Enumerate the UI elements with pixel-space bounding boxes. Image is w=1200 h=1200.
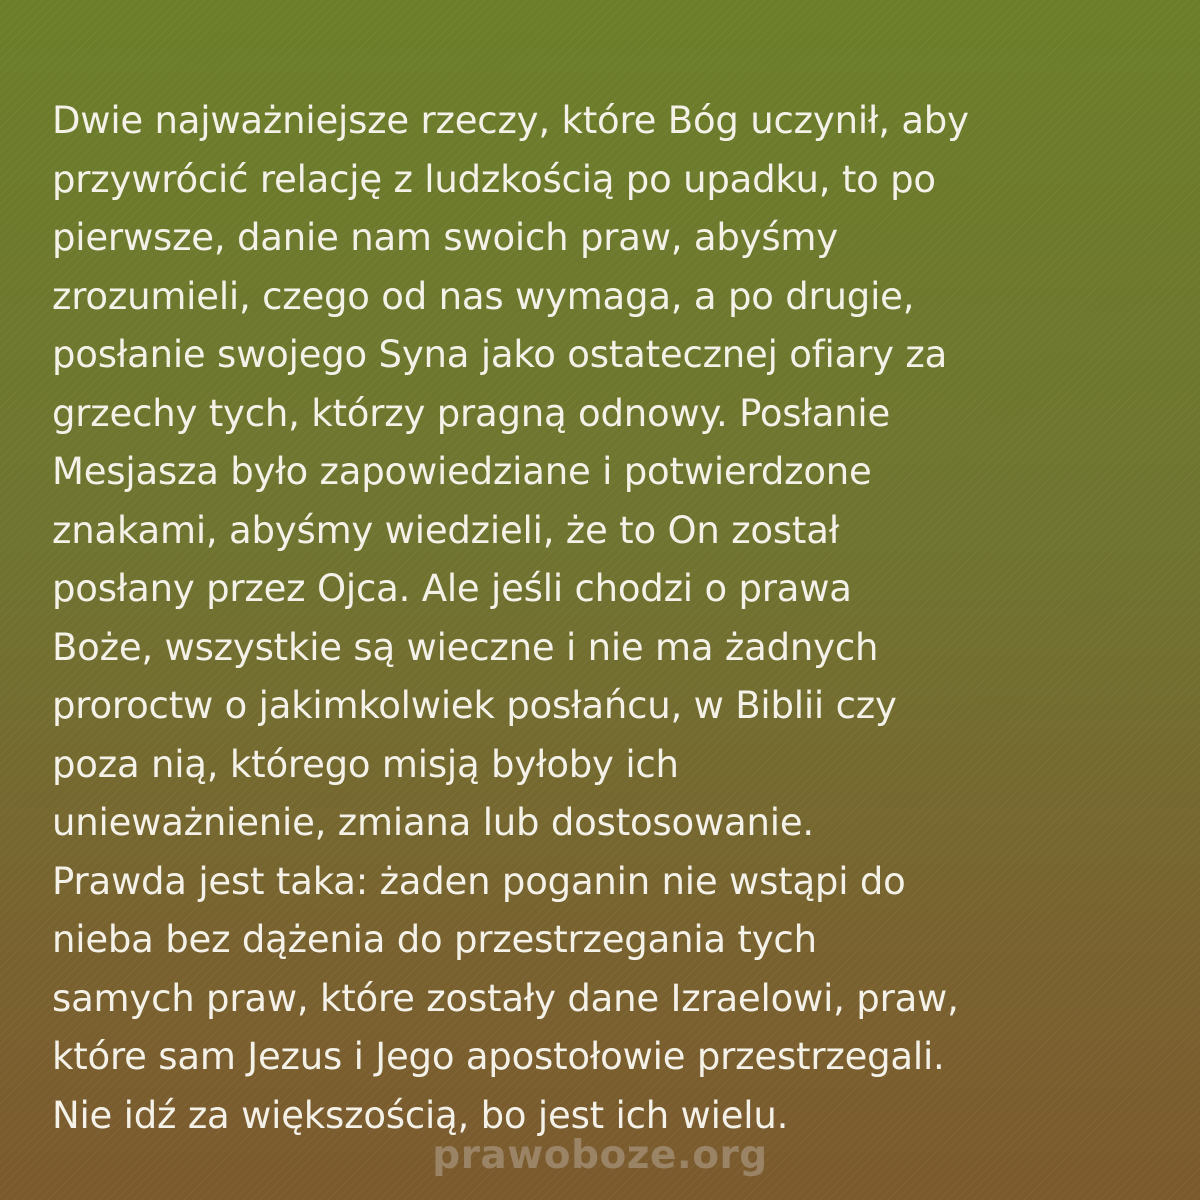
quote-line: samych praw, które zostały dane Izraelowi, praw, xyxy=(52,976,959,1020)
quote-line: proroctw o jakimkolwiek posłańcu, w Biblii czy xyxy=(52,684,897,727)
site-watermark: prawoboze.org xyxy=(432,1133,768,1178)
quote-line: poza nią, którego misją byłoby ich xyxy=(52,742,679,786)
quote-line: przywrócić relację z ludzkością po upadku, to po xyxy=(52,157,936,201)
quote-line: Nie idź za większością, bo jest ich wielu. xyxy=(52,1093,789,1137)
quote-line: Dwie najważniejsze rzeczy, które Bóg uczynił, aby xyxy=(52,99,969,142)
quote-line: zrozumieli, czego od nas wymaga, a po drugie, xyxy=(52,274,915,318)
quote-line: nieba bez dążenia do przestrzegania tych xyxy=(52,918,817,961)
quote-line: które sam Jezus i Jego apostołowie przestrzegali. xyxy=(52,1035,945,1078)
quote-line: unieważnienie, zmiana lub dostosowanie. xyxy=(52,801,814,844)
quote-line: posłany przez Ojca. Ale jeśli chodzi o prawa xyxy=(52,567,852,610)
quote-text xyxy=(52,92,1152,1145)
quote-line: znakami, abyśmy wiedzieli, że to On został xyxy=(52,508,840,552)
quote-line: Mesjasza było zapowiedziane i potwierdzone xyxy=(52,450,872,493)
quote-line: grzechy tych, którzy pragną odnowy. Posłanie xyxy=(52,391,891,435)
quote-line: posłanie swojego Syna jako ostatecznej ofiary za xyxy=(52,333,948,376)
quote-line: Prawda jest taka: żaden poganin nie wstąpi do xyxy=(52,859,906,903)
quote-line: Boże, wszystkie są wieczne i nie ma żadnych xyxy=(52,625,879,669)
quote-line: pierwsze, danie nam swoich praw, abyśmy xyxy=(52,216,838,259)
